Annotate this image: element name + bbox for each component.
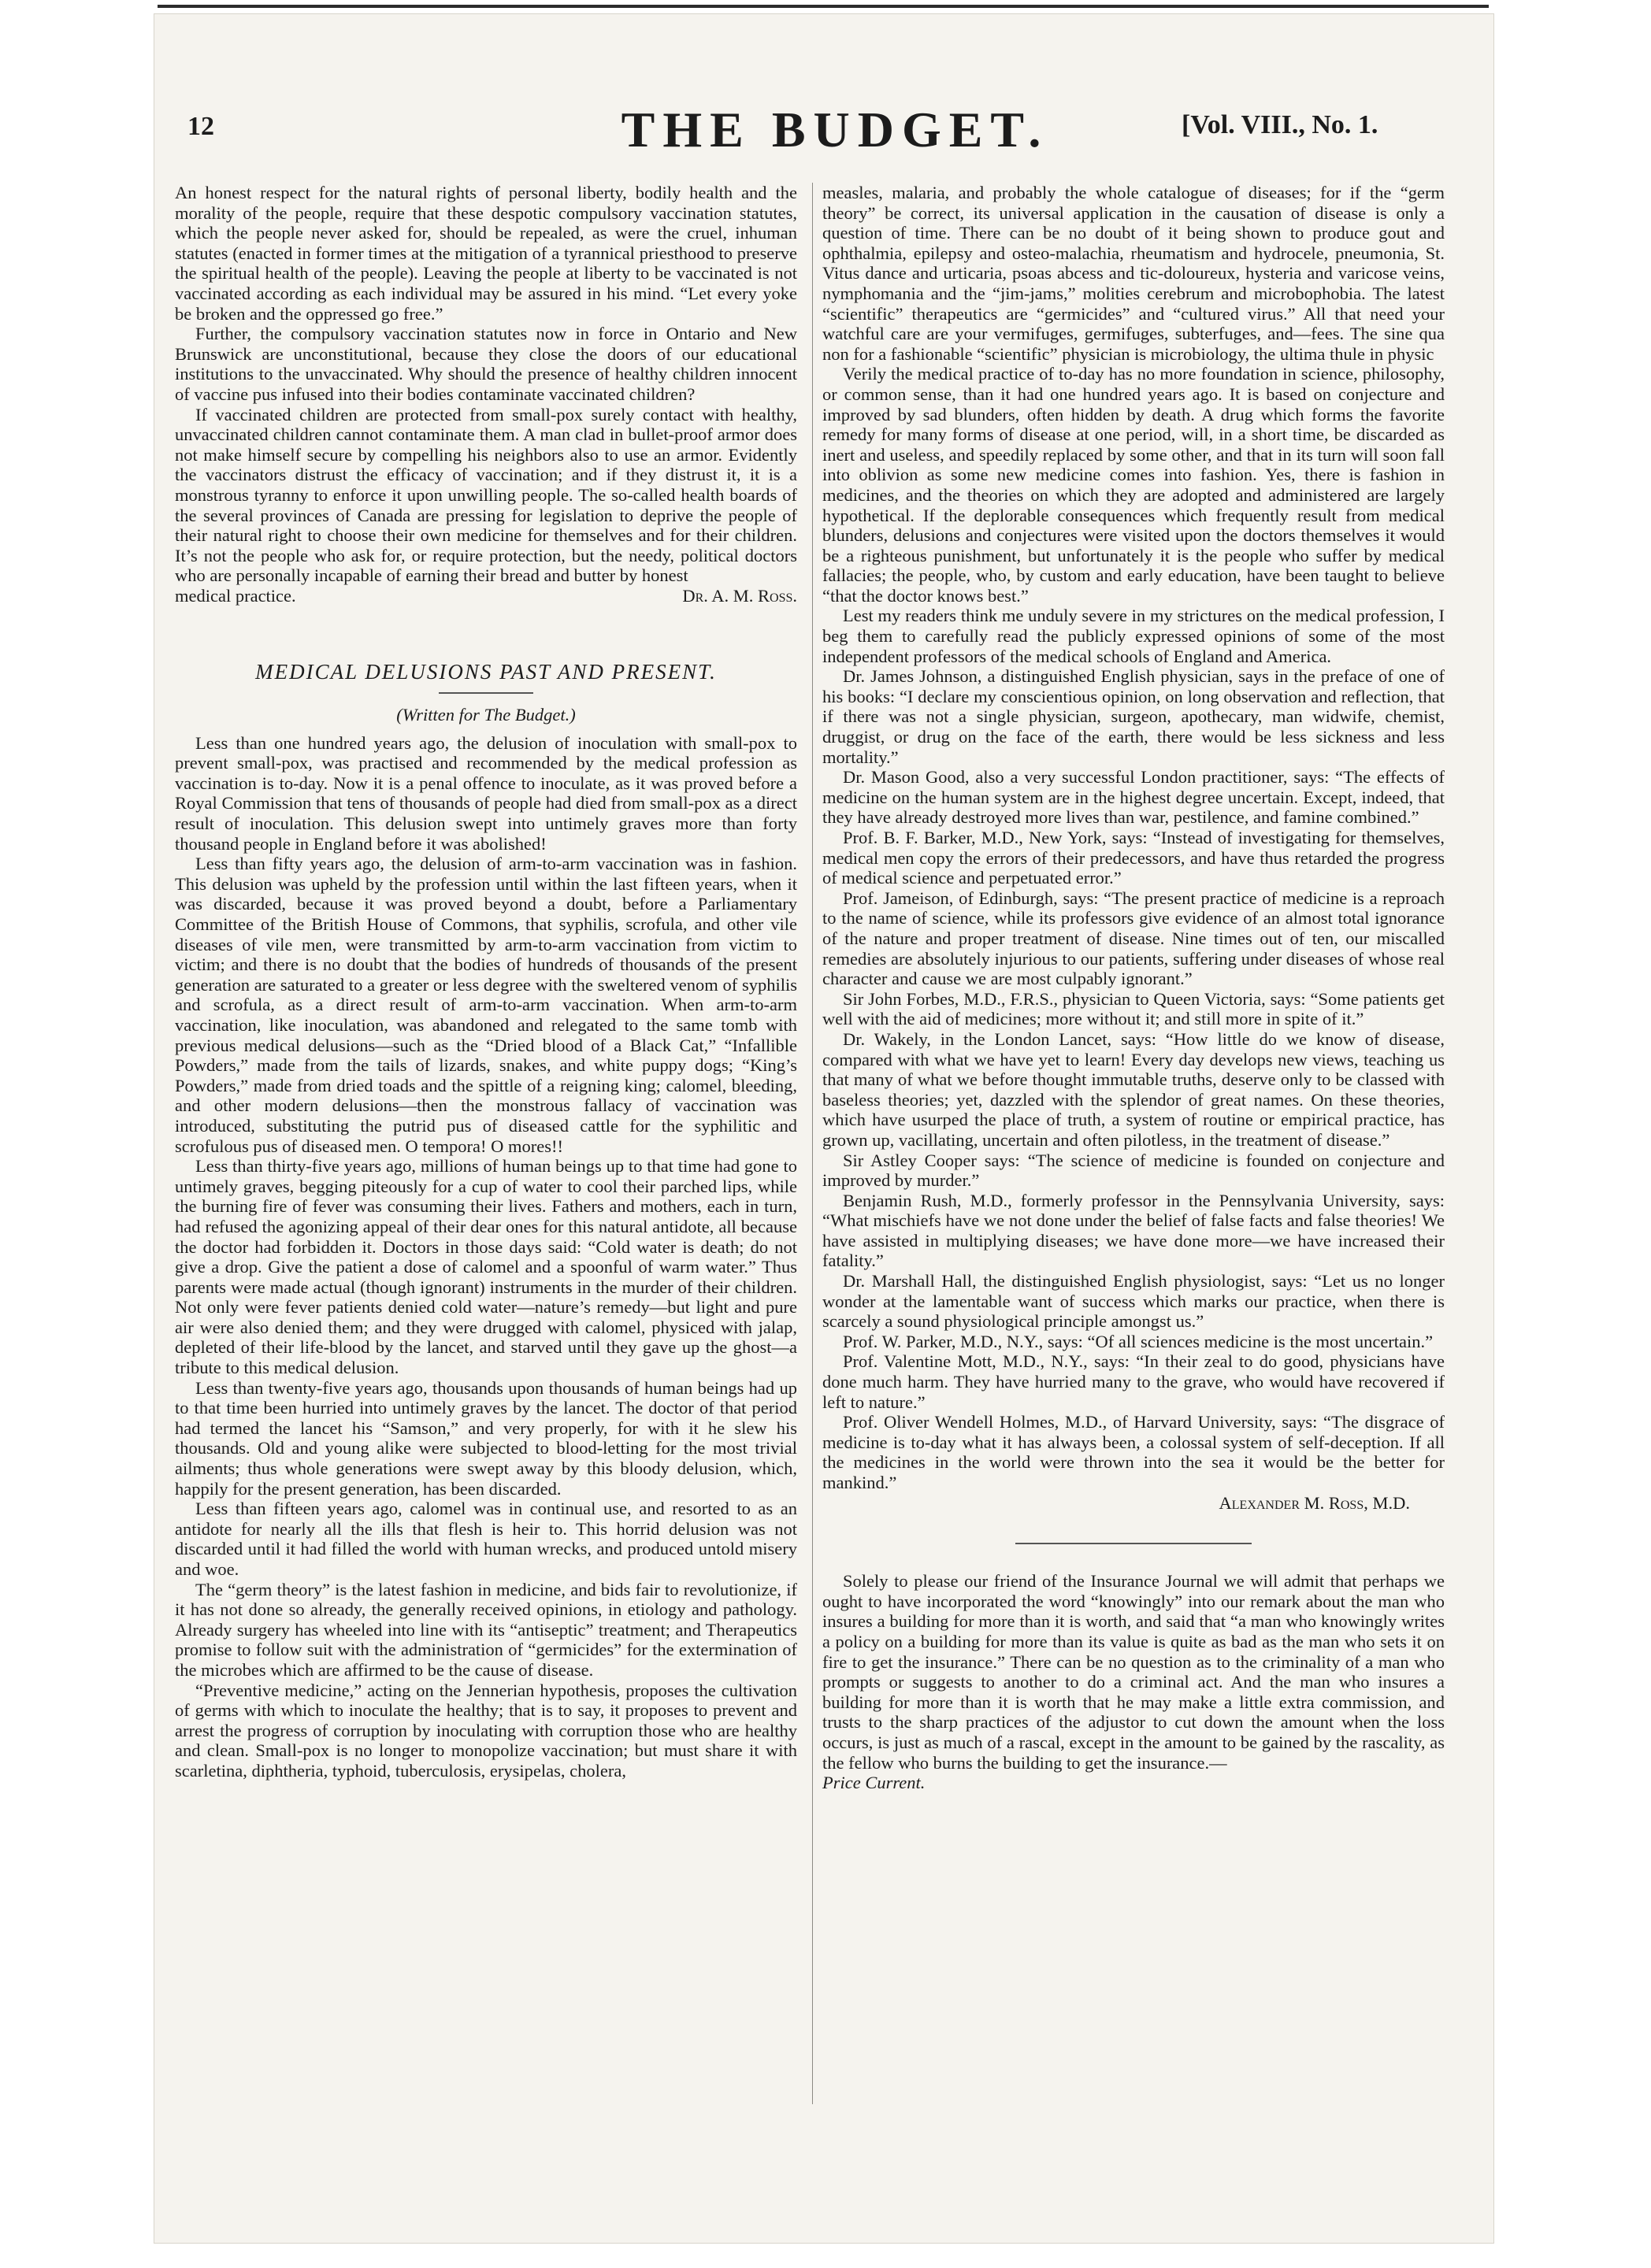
intro-signature: Dr. A. M. Ross. (682, 585, 797, 606)
quote-paragraph: Prof. W. Parker, M.D., N.Y., says: “Of all sciences medicine is the most uncertain.” (843, 1331, 1434, 1351)
left-column (175, 183, 797, 1781)
page-number: 12 (187, 112, 214, 141)
article-signature: Alexander M. Ross, M.D. (1219, 1492, 1410, 1513)
top-border-rule (158, 5, 1489, 8)
title-rule (439, 692, 533, 694)
right-column (822, 183, 1445, 1793)
quote-paragraph: Dr. Wakely, in the London Lancet, says: “How little do we know of disease, compared with what we have yet to learn! Every day develops new views, teaching us that many of what we before thought immutable truths, deserve only to be classed with baseless theories; yet, dazzled with the splendor of great names. On these theories, which have usurped the place of truth, a system of routine or empirical practice, has grown up, vacillating, uncertain and often pilotless, in the treatment of disease.” (822, 1028, 1445, 1150)
article-paragraph: measles, malaria, and probably the whole catalogue of diseases; for if the “germ theory” be correct, its universal application in the causation of disease is only a question of time. There can be no doubt of it being shown to produce gout and ophthalmia, epilepsy and osteo-malachia, rheumatism and hydrocele, pneumonia, St. Vitus dance and urticaria, psoas abcess and tic-doloureux, hysteria and varicose veins, nymphomania and the “jim-jams,” molities cerebrum and microbophobia. The latest “scientific” therapeutics are “germicides” and “cultured virus.” All that need your watchful care are your vermifuges, germifuges, subterfuges, and—fees. The sine qua non for a fashionable “scientific” physician is microbiology, the ultima thule in physic (822, 183, 1445, 364)
quote-paragraph: Sir Astley Cooper says: “The science of medicine is founded on conjecture and improved by murder.” (822, 1150, 1445, 1191)
quote-paragraph: Dr. Mason Good, also a very successful London practitioner, says: “The effects of medicine on the human system are in the highest degree uncertain. Except, indeed, that they have already destroyed more lives than war, pestilence, and famine combined.” (822, 767, 1445, 828)
article-paragraph: The “germ theory” is the latest fashion in medicine, and bids fair to revolutionize, if it has not done so already, the generally received opinions, in etiology and pathology. Already surgery has wheeled into line with its “antiseptic” treatment; and Therapeutics promise to follow suit with the administration of “germicides” for the extermination of the microbes which are affirmed to be the cause of disease. (175, 1579, 797, 1680)
article-paragraph: Less than thirty-five years ago, millions of human beings up to that time had gone to untimely graves, begging piteously for a cup of water to cool their parched lips, while the burning fire of fever was consuming their lives. Fathers and mothers, each in turn, had refused the agonizing appeal of their dear ones for this natural antidote, all because the doctor had forbidden it. Doctors in those days said: “Cold water is death; do not give a drop. Give the patient a dose of calomel and a spoonful of warm water.” Thus parents were made actual (though ignorant) instruments in the murder of their children. Not only were fever patients denied cold water—nature’s remedy—but light and pure air were also denied them; and they were drugged with calomel, physiced with jalap, depleted of their life-blood by the lancet, and starved until they gave up the ghost—a tribute to this medical delusion. (175, 1156, 797, 1378)
article-paragraph: Less than fifty years ago, the delusion of arm-to-arm vaccination was in fashion. This delusion was upheld by the profession until within the last fifteen years, when it was discarded, because it was proved beyond a doubt, before a Parliamentary Committee of the British House of Commons, that syphilis, scrofula, and other vile diseases of vile men, were transmitted by arm-to-arm vaccination from victim to victim; and there is no doubt that the bodies of hundreds of thousands of the present generation are saturated to a greater or less degree with the sweltered venom of syphilis and scrofula, as a direct result of arm-to-arm vaccination. When arm-to-arm vaccination, like inoculation, was abandoned and relegated to the same tomb with previous medical delusions—such as the “Dried blood of a Black Cat,” “Infallible Powders,” made from the tails of lizards, snakes, and white puppy dogs; “King’s Powders,” made from dried toads and the spittle of a reigning king; calomel, bleeding, and other modern delusions—then the monstrous fallacy of vaccination was introduced, substituting the putrid pus of diseased cattle for the syphilitic and scrofulous pus of diseased men. O tempora! O mores!! (175, 854, 797, 1156)
quote-paragraph: Dr. Marshall Hall, the distinguished English physiologist, says: “Let us no longer wonder at the lamentable want of success which marks our practice, when there is scarcely a sound physiological principle amongst us.” (822, 1271, 1445, 1332)
quote-paragraph: Dr. James Johnson, a distinguished English physician, says in the preface of one of his books: “I declare my conscientious opinion, on long observation and reflection, that if there was not a single physician, surgeon, apothecary, man widwife, chemist, druggist, or drug on the face of the earth, there would be less sickness and less mortality.” (822, 666, 1445, 767)
article-paragraph: Verily the medical practice of to-day has no more foundation in science, philosophy, or common sense, than it had one hundred years ago. It is based on conjecture and improved by sad blunders, often hidden by death. A drug which forms the favorite remedy for many forms of disease at one period, will, in a short time, be discarded as inert and useless, and speedily replaced by some other, and that in its turn will soon fall into oblivion as some new medicine comes into fashion. Yes, there is fashion in medicines, and the theories on which they are adopted and administered are largely hypothetical. If the deplorable consequences which frequently result from medical blunders, delusions and conjectures were visited upon the doctors themselves it would be a righteous punishment, but unfortunately it is the people who suffer by medical fallacies; the people, who, by custom and early education, have been taught to believe “that the doctor knows best.” (822, 364, 1445, 606)
article-paragraph: Lest my readers think me unduly severe in my strictures on the medical profession, I beg them to carefully read the publicly expressed opinions of some of the most independent professors of the medical schools of England and America. (822, 606, 1445, 666)
intro-signature-line (175, 586, 797, 606)
section-separator-rule (1015, 1543, 1252, 1544)
article-paragraph: Less than twenty-five years ago, thousands upon thousands of human beings had up to that time been hurried into untimely graves by the lancet. The doctor of that period had termed the lancet his “Samson,” and very properly, for with it he slew his thousands. Old and young alike were subjected to blood-letting for the most trivial ailments; thus whole generations were swept away by this bloody delusion, which, happily for the present generation, has been discarded. (175, 1377, 797, 1499)
masthead-title: THE BUDGET. (621, 102, 1049, 158)
quote-paragraph: Prof. Oliver Wendell Holmes, M.D., of Harvard University, says: “The disgrace of medicine is to-day what it has always been, a colossal system of self-deception. If all the medicines in the world were thrown into the sea it would be the better for mankind.” (822, 1412, 1445, 1492)
article-byline: (Written for The Budget.) (396, 705, 576, 725)
quote-paragraph: Benjamin Rush, M.D., formerly professor in the Pennsylvania University, says: “What mischiefs have we not done under the belief of false facts and false theories! We have assisted in multiplying diseases; we have done more—we have increased their fatality.” (822, 1190, 1445, 1271)
article-paragraph: “Preventive medicine,” acting on the Jennerian hypothesis, proposes the cultivation of germs with which to inoculate the healthy; that is to say, it proposes to prevent and arrest the progress of corruption by inoculating with corruption those who are healthy and clean. Small-pox is no longer to monopolize vaccination; but must share it with scarletina, diphtheria, typhoid, tuberculosis, erysipelas, cholera, (175, 1680, 797, 1781)
article-paragraph: Less than one hundred years ago, the delusion of inoculation with small-pox to prevent small-pox, was practised and recommended by the medical profession as vaccination is to-day. Now it is a penal offence to inoculate, as it was proved before a Royal Commission that tens of thousands of people had died from small-pox as a direct result of inoculation. This delusion swept into untimely graves more than forty thousand people in England before it was abolished! (175, 732, 797, 854)
intro-paragraph: If vaccinated children are protected from small-pox surely contact with healthy, unvaccinated children cannot contaminate them. A man clad in bullet-proof armor does not make himself secure by compelling his neighbors also to use an armor. Evidently the vaccinators distrust the efficacy of vaccination; and if they distrust it, it is a monstrous tyranny to enforce it upon unwilling people. The so-called health boards of the several provinces of Canada are pressing for legislation to deprive the people of their natural right to choose their own medicine for themselves and for their children. It’s not the people who ask for, or require protection, but the needy, political doctors who are personally incapable of earning their bread and butter by honest (175, 404, 797, 586)
article-paragraph: Less than fifteen years ago, calomel was in continual use, and resorted to as an antidote for nearly all the ills that flesh is heir to. This horrid delusion was not discarded until it had filled the world with human wrecks, and produced untold misery and woe. (175, 1499, 797, 1579)
notice-source: Price Current. (822, 1773, 926, 1793)
intro-paragraph: An honest respect for the natural rights of personal liberty, bodily health and the morality of the people, require that these despotic compulsory vaccination statutes, which the people never asked for, should be repealed, as were the cruel, inhuman statutes (enacted in former times at the mitigation of a tyrannical priesthood to preserve the spiritual health of the people). Leaving the people at liberty to be vaccinated is not vaccinated according as each individual may be assured in his mind. “Let every yoke be broken and the oppressed go free.” (175, 183, 797, 324)
quote-paragraph: Sir John Forbes, M.D., F.R.S., physician to Queen Victoria, says: “Some patients get well with the aid of medicines; more without it; and still more in spite of it.” (822, 988, 1445, 1029)
notice-paragraph: Solely to please our friend of the Insurance Journal we will admit that perhaps we ought to have incorporated the word “knowingly” into our remark about the man who insures a building for more than it is worth, and said that “a man who knowingly writes a policy on a building for more than its value is quite as bad as the man who sets it on fire to get the insurance.” There can be no question as to the criminality of a man who prompts or suggests to another to do a criminal act. And the man who insures a building for more than it is worth that he may make a little extra commission, and trusts to the sharp practices of the adjustor to cut down the amount when the loss occurs, is just as much of a rascal, except in the amount to be gained by the rascality, as the fellow who burns the building to get the insurance.— (822, 1571, 1445, 1773)
quote-paragraph: Prof. Jameison, of Edinburgh, says: “The present practice of medicine is a reproach to the name of science, while its professors give evidence of an almost total ignorance of the nature and proper treatment of disease. Nine times out of ten, our miscalled remedies are absolutely injurious to our patients, suffering under diseases of whose real character and cause we are most culpably ignorant.” (822, 888, 1445, 989)
column-divider (812, 183, 813, 2104)
volume-label: [Vol. VIII., No. 1. (1182, 110, 1378, 139)
quote-paragraph: Prof. B. F. Barker, M.D., New York, says: “Instead of investigating for themselves, medical men copy the errors of their predecessors, and have thus retarded the progress of medical science and perpetuated error.” (822, 828, 1445, 888)
quote-paragraph: Prof. Valentine Mott, M.D., N.Y., says: “In their zeal to do good, physicians have done much harm. They have hurried many to the grave, who would have recovered if left to nature.” (822, 1351, 1445, 1412)
article-title: MEDICAL DELUSIONS PAST AND PRESENT. (255, 660, 717, 684)
intro-last-line: medical practice. (175, 585, 296, 606)
intro-paragraph: Further, the compulsory vaccination statutes now in force in Ontario and New Brunswick are unconstitutional, because they close the doors of our educational institutions to the unvaccinated. Why should the presence of healthy children innocent of vaccine pus infused into their bodies contaminate vaccinated children? (175, 324, 797, 404)
